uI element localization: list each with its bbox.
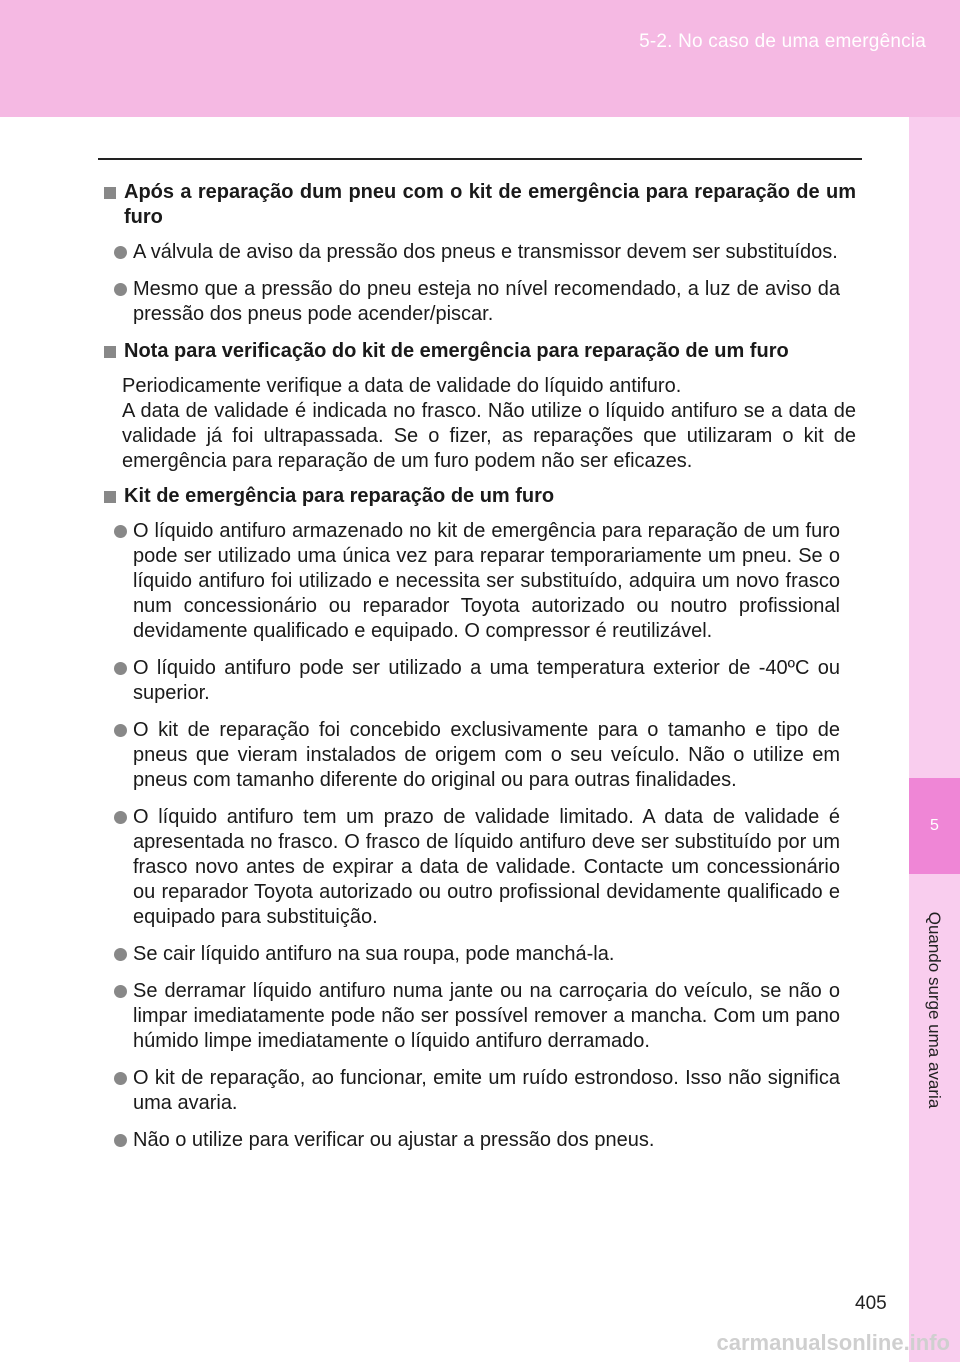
circle-bullet-icon bbox=[114, 1134, 127, 1147]
list-item: Se cair líquido antifuro na sua roupa, pode manchá-la. bbox=[114, 942, 856, 967]
top-rule bbox=[98, 158, 862, 160]
circle-bullet-icon bbox=[114, 948, 127, 961]
section-heading: Kit de emergência para reparação de um furo bbox=[104, 484, 856, 509]
list-item: O kit de reparação foi concebido exclusivamente para o tamanho e tipo de pneus que vieram instalados de origem com o seu veículo. Não o utilize em pneus com tamanho diferente do original ou para outras finalidades. bbox=[114, 718, 856, 793]
list-item: O kit de reparação, ao funcionar, emite um ruído estrondoso. Isso não significa uma avaria. bbox=[114, 1066, 856, 1116]
list-item: O líquido antifuro tem um prazo de validade limitado. A data de validade é apresentada no frasco. O frasco de líquido antifuro deve ser substituído por um frasco novo antes de expirar a data de validade. Contacte um concessionário ou reparador Toyota autorizado ou outro profissional devidamente qualificado e equipado para substituição. bbox=[114, 805, 856, 930]
list-item: Mesmo que a pressão do pneu esteja no nível recomendado, a luz de aviso da pressão dos pneus pode acender/piscar. bbox=[114, 277, 856, 327]
list-item: Se derramar líquido antifuro numa jante ou na carroçaria do veículo, se não o limpar imediatamente pode não ser possível remover a mancha. Com um pano húmido limpe imediatamente o líquido antifuro derramado. bbox=[114, 979, 856, 1054]
list-item: A válvula de aviso da pressão dos pneus e transmissor devem ser substituídos. bbox=[114, 240, 856, 265]
section-heading: Nota para verificação do kit de emergência para reparação de um furo bbox=[104, 339, 856, 364]
circle-bullet-icon bbox=[114, 662, 127, 675]
paragraph-line: A data de validade é indicada no frasco. Não utilize o líquido antifuro se a data de validade já foi ultrapassada. Se o fizer, as reparações que utilizaram o kit de emergência para reparação de um furo podem não ser eficazes. bbox=[122, 400, 856, 472]
section-heading: Após a reparação dum pneu com o kit de emergência para reparação de um furo bbox=[104, 180, 856, 230]
circle-bullet-icon bbox=[114, 246, 127, 259]
square-bullet-icon bbox=[104, 346, 116, 358]
list-item: O líquido antifuro armazenado no kit de emergência para reparação de um furo pode ser utilizado uma única vez para reparar temporariamente um pneu. Se o líquido antifuro foi utilizado e necessita ser substituído, adquira um novo frasco num concessionário ou reparador Toyota autorizado ou noutro profissional devidamente qualificado e equipado. O compressor é reutilizável. bbox=[114, 519, 856, 644]
circle-bullet-icon bbox=[114, 985, 127, 998]
circle-bullet-icon bbox=[114, 525, 127, 538]
section-title: 5-2. No caso de uma emergência bbox=[639, 31, 926, 52]
page-number: 405 bbox=[855, 1293, 887, 1314]
circle-bullet-icon bbox=[114, 283, 127, 296]
circle-bullet-icon bbox=[114, 811, 127, 824]
square-bullet-icon bbox=[104, 187, 116, 199]
header-band bbox=[0, 0, 960, 117]
section-paragraph bbox=[122, 374, 856, 474]
chapter-tab[interactable]: 5 bbox=[909, 778, 960, 874]
square-bullet-icon bbox=[104, 491, 116, 503]
chapter-label: Quando surge uma avaria bbox=[925, 911, 944, 1109]
watermark: carmanualsonline.info bbox=[716, 1330, 950, 1355]
page-content bbox=[104, 180, 856, 1165]
side-strip bbox=[909, 117, 960, 1362]
list-item: Não o utilize para verificar ou ajustar a pressão dos pneus. bbox=[114, 1128, 856, 1153]
list-item: O líquido antifuro pode ser utilizado a uma temperatura exterior de -40ºC ou superior. bbox=[114, 656, 856, 706]
paragraph-line: Periodicamente verifique a data de validade do líquido antifuro. bbox=[122, 375, 682, 397]
circle-bullet-icon bbox=[114, 1072, 127, 1085]
circle-bullet-icon bbox=[114, 724, 127, 737]
